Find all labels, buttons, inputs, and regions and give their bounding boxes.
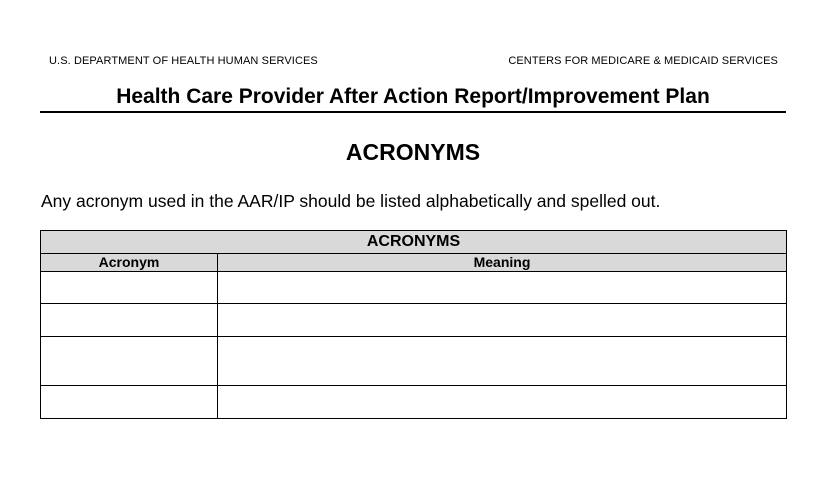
meaning-cell[interactable] <box>218 272 787 304</box>
agency-header-right: CENTERS FOR MEDICARE & MEDICAID SERVICES <box>508 55 778 67</box>
acronym-cell[interactable] <box>41 337 218 386</box>
table-row <box>41 304 787 337</box>
table-row <box>41 337 787 386</box>
meaning-cell[interactable] <box>218 386 787 419</box>
instruction-text: Any acronym used in the AAR/IP should be listed alphabetically and spelled out. <box>41 191 661 211</box>
meaning-cell[interactable] <box>218 337 787 386</box>
acronym-cell[interactable] <box>41 272 218 304</box>
section-title: ACRONYMS <box>345 139 481 165</box>
table-row <box>41 386 787 419</box>
document-title: Health Care Provider After Action Report/Improvement Plan <box>116 85 710 108</box>
agency-header-left: U.S. DEPARTMENT OF HEALTH HUMAN SERVICES <box>49 55 318 67</box>
title-divider <box>40 111 786 113</box>
acronym-cell[interactable] <box>41 386 218 419</box>
column-header-acronym: Acronym <box>41 254 218 272</box>
acronym-cell[interactable] <box>41 304 218 337</box>
meaning-cell[interactable] <box>218 304 787 337</box>
column-header-meaning: Meaning <box>218 254 787 272</box>
table-row <box>41 272 787 304</box>
acronyms-table <box>40 230 787 419</box>
table-caption: ACRONYMS <box>41 231 787 254</box>
